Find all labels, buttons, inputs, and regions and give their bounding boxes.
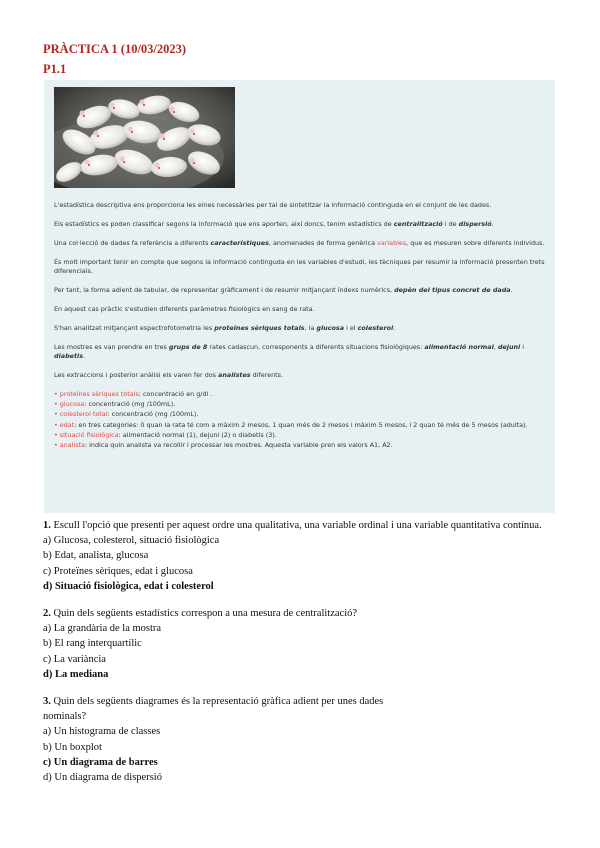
info-paragraph: Una col·lecció de dades fa referència a diferents característiques, anomenades de forma genèrica variables, que es mesuren sobre diferents individus. bbox=[54, 239, 545, 248]
option-b: b) El rang interquartílic bbox=[43, 638, 142, 650]
question-1 bbox=[43, 518, 557, 594]
list-item: • glucosa: concentració (mg /100mL). bbox=[54, 400, 546, 409]
questions-section bbox=[43, 518, 557, 797]
info-box bbox=[44, 80, 555, 513]
option-c: c) Proteïnes sèriques, edat i glucosa bbox=[43, 565, 193, 577]
question-text: 2. Quin dels següents estadístics correspon a una mesura de centralització? bbox=[43, 608, 358, 620]
option-a: a) La grandària de la mostra bbox=[43, 623, 162, 635]
list-item: • situació fisiològica: alimentació normal (1), dejuni (2) o diabetis (3). bbox=[54, 431, 546, 440]
option-a: a) Un histograma de classes bbox=[43, 726, 161, 738]
info-paragraph: L'estadística descriptiva ens proporciona les eines necessàries per tal de sintetitzar la informació continguda en el conjunt de les dades. bbox=[54, 201, 492, 209]
info-text bbox=[54, 201, 546, 451]
option-d-correct: d) La mediana bbox=[43, 668, 109, 680]
option-b: b) Un boxplot bbox=[43, 741, 102, 753]
list-item: • edat: en tres categories: 0 quan la rata té com a màxim 2 mesos, 1 quan més de 2 mesos i màxim 5 mesos, i 2 quan té més de 5 mesos (adulta). bbox=[54, 421, 546, 430]
question-2 bbox=[43, 606, 557, 682]
variable-list bbox=[54, 390, 546, 450]
info-paragraph: Les mostres es van prendre en tres grups de 8 rates cadascun, corresponents a diferents situacions fisiològiques: alimentació normal, dejuni i diabetis. bbox=[54, 343, 525, 360]
info-paragraph: Les extraccions i posterior anàlisi els varen fer dos analistes diferents. bbox=[54, 370, 283, 379]
question-text: 1. Escull l'opció que presenti per aquest ordre una qualitativa, una variable ordinal i una variable quantitativa contínua. bbox=[43, 520, 542, 531]
info-paragraph: Per tant, la forma adient de tabular, de representar gràficament i de resumir mitjançant índexs numèrics, depèn del tipus concret de dada. bbox=[54, 285, 513, 294]
rats-photo bbox=[54, 87, 235, 188]
option-b: b) Edat, analista, glucosa bbox=[43, 550, 149, 562]
info-paragraph: És molt important tenir en compte que segons la informació continguda en les variables d'estudi, les tècniques per resumir la informació presenten trets diferencials. bbox=[54, 258, 545, 275]
list-item: • proteïnes sèriques totals: concentració en g/dl . bbox=[54, 390, 546, 399]
list-item: • colesterol total: concentració (mg /100mL). bbox=[54, 410, 546, 419]
info-paragraph: S'han analitzat mitjançant espectrofotometria les proteïnes sèriques totals, la glucosa i el colesterol. bbox=[54, 324, 396, 333]
option-c: c) La variància bbox=[43, 653, 106, 665]
page-title: PRÀCTICA 1 (10/03/2023) bbox=[43, 42, 187, 56]
rats-photo-icon bbox=[54, 87, 235, 188]
option-a: a) Glucosa, colesterol, situació fisiològica bbox=[43, 535, 220, 547]
question-text: 3. Quin dels següents diagrames és la representació gràfica adient per unes dades nominals? bbox=[43, 696, 384, 723]
list-item: • analista: indica quin analista va recollir i processar les mostres. Aquesta variable pren els valors A1, A2. bbox=[54, 441, 546, 450]
info-paragraph: En aquest cas pràctic s'estudien diferents paràmetres fisiològics en sang de rata. bbox=[54, 305, 315, 314]
option-c-correct: c) Un diagrama de barres bbox=[43, 756, 158, 768]
question-3 bbox=[43, 694, 557, 785]
option-d: d) Un diagrama de dispersió bbox=[43, 772, 162, 784]
info-paragraph: Els estadístics es poden classificar segons la informació que ens aporten, així doncs, tenim estadístics de centralització i de dispersió. bbox=[54, 220, 494, 229]
section-heading: P1.1 bbox=[43, 62, 67, 76]
option-d-correct: d) Situació fisiològica, edat i colesterol bbox=[43, 580, 214, 592]
